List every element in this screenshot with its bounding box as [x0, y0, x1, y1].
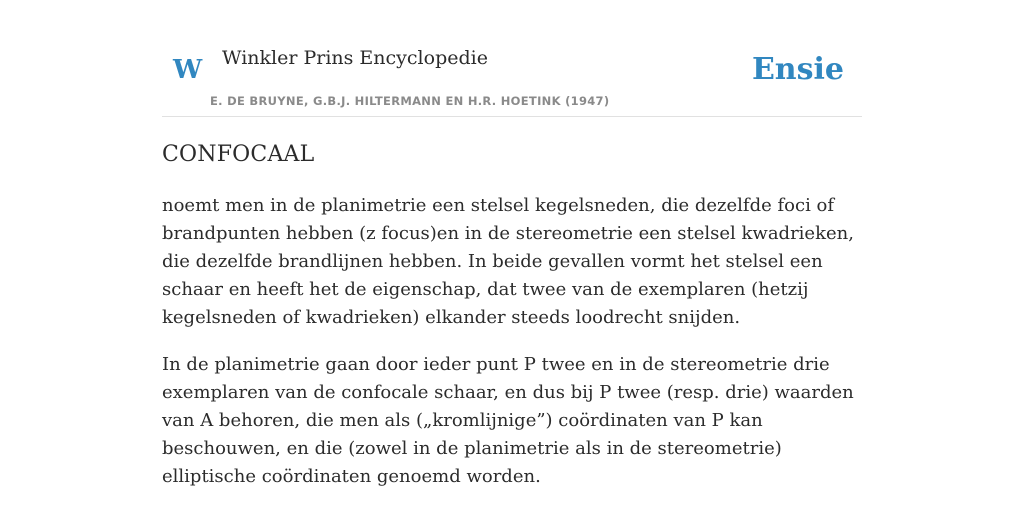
entry-paragraph: noemt men in de planimetrie een stelsel kegelsneden, die dezelfde foci of brandpunten hebben (z focus)en in de stereometrie een stelsel kwadrieken, die dezelfde brandlijnen hebben. In beide gevallen vormt het stelsel een schaar en heeft het de eigenschap, dat twee van de exemplaren (hetzij kegelsneden of kwadrieken) elkander steeds loodrecht snijden. [162, 195, 854, 328]
publication-title[interactable]: Winkler Prins Encyclopedie [222, 47, 488, 69]
header [162, 0, 862, 117]
entry-paragraph: In de planimetrie gaan door ieder punt P twee en in de stereometrie drie exemplaren van de confocale schaar, en dus bij P twee (resp. drie) waarden van A behoren, die men als („kromlijnige”) coördinaten van P kan beschouwen, en die (zowel in de planimetrie als in de stereometrie) elliptische coördinaten genoemd worden. [162, 354, 854, 487]
winkler-prins-logo[interactable]: W [173, 55, 203, 85]
entry-body [162, 192, 862, 510]
authors-line: E. DE BRUYNE, G.B.J. HILTERMANN EN H.R. HOETINK (1947) [210, 94, 610, 108]
ensie-brand-logo[interactable]: Ensie [751, 52, 844, 87]
entry-title: CONFOCAAL [162, 142, 315, 167]
